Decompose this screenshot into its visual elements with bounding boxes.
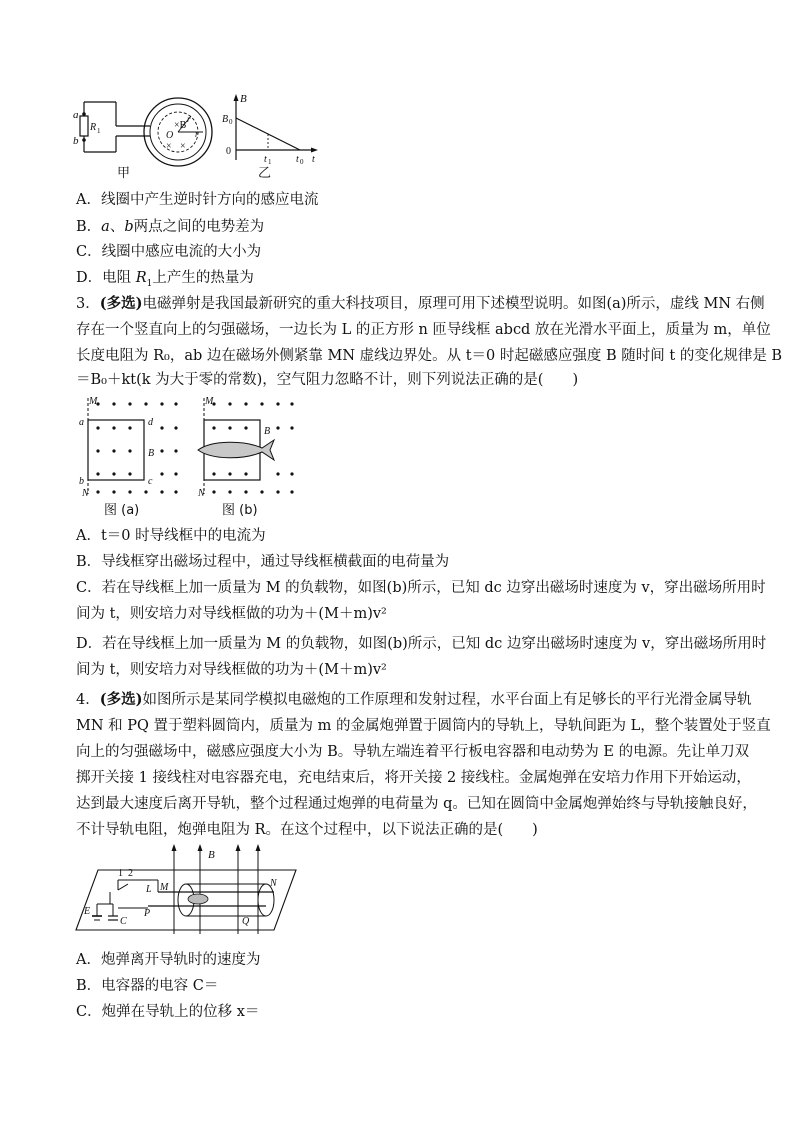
q4-stem-line-6: 不计导轨电阻，炮弹电阻为 R。在这个过程中，以下说法正确的是( ) [76, 822, 538, 838]
fig-b-caption: 图 (b) [222, 503, 258, 518]
q3-stem-line-2: 存在一个竖直向上的匀强磁场，一边长为 L 的正方形 n 匝导线框 abcd 放在光滑水平面上，质量为 m，单位 [76, 322, 771, 338]
q3-option-c-line-1: C．若在导线框上加一质量为 M 的负载物，如图(b)所示，已知 dc 边穿出磁场时速度为 v，穿出磁场所用时 [76, 580, 766, 596]
fig-yi-axis-t: t [312, 154, 315, 165]
fig-jia-r-label: R [90, 122, 97, 133]
fig-yi-origin: 0 [226, 146, 231, 157]
fig4-q: Q [242, 916, 250, 927]
q4-stem-line-5: 达到最大速度后离开导轨，整个过程通过炮弹的电荷量为 q。已知在圆筒中金属炮弹始终与导轨接触良好， [76, 796, 757, 812]
q3-stem-line-4: ＝B₀＋kt(k 为大于零的常数)，空气阻力忽略不计，则下列说法正确的是( ) [76, 372, 579, 388]
projectile [188, 894, 208, 904]
q3-stem-line-1: 3．(多选)电磁弹射是我国最新研究的重大科技项目，原理可用下述模型说明。如图(a)所示，虚线 MN 右侧 [76, 295, 765, 312]
fig-yi-b0-sub: 0 [229, 118, 233, 126]
q3-option-a: A．t＝0 时导线框中的电流为 [76, 528, 266, 544]
platform [76, 870, 296, 930]
q4-option-a: A．炮弹离开导轨时的速度为 [76, 952, 261, 968]
svg-text:×: × [180, 141, 186, 152]
fig-yi-axis-b: B [240, 93, 247, 105]
fig-a-m: M [89, 396, 98, 407]
fig-jia-r2-label: r [187, 114, 191, 124]
fig4-n: N [270, 878, 277, 889]
q4-stem-line-4: 掷开关接 1 接线柱对电容器充电，充电结束后，将开关接 2 接线柱。金属炮弹在安培力作用下开始运动， [76, 770, 751, 786]
fig4-2: 2 [128, 868, 133, 879]
fig-b-n: N [198, 488, 205, 499]
q2-option-a: A．线圈中产生逆时针方向的感应电流 [76, 192, 319, 208]
fig-yi-t0-sub: 0 [300, 158, 304, 166]
fig4-e: E [84, 906, 91, 917]
q4-stem-line-2: MN 和 PQ 置于塑料圆筒内，质量为 m 的金属炮弹置于圆筒内的导轨上，导轨间距为 L，整个装置处于竖直 [76, 718, 771, 734]
q3-option-d-line-1: D．若在导线框上加一质量为 M 的负载物，如图(b)所示，已知 dc 边穿出磁场时速度为 v，穿出磁场所用时 [76, 636, 767, 652]
wire-frame-abcd [88, 420, 144, 480]
fig-yi-b0: B [222, 114, 229, 125]
fig-a-c: c [148, 476, 153, 487]
figure-a [76, 394, 186, 504]
fig-a-n: N [82, 488, 89, 499]
svg-text:×: × [166, 141, 172, 152]
q2-option-c: C．线圈中感应电流的大小为 [76, 244, 262, 260]
fig-jia-a-label: a [73, 109, 79, 121]
figure-jia [70, 92, 210, 172]
fig-yi-t1-sub: 1 [268, 158, 272, 166]
fig-jia-b-label: ×B [174, 120, 187, 131]
fig-jia-caption: 甲 [117, 166, 131, 181]
fig-b-m: M [205, 396, 214, 407]
fig-jia-r1-label: r [195, 129, 199, 139]
q4-option-c: C．炮弹在导轨上的位移 x＝ [76, 1004, 260, 1020]
load-object [198, 440, 274, 460]
figure-railgun [74, 842, 304, 942]
q3-option-c-line-2: 间为 t，则安培力对导线框做的功为＋(M＋m)v² [76, 606, 387, 622]
fig4-l: L [146, 884, 152, 895]
figure-yi [222, 92, 322, 172]
fig-jia-o-label: O [166, 130, 174, 141]
fig-jia-r-sub: 1 [97, 127, 101, 135]
fig-a-caption: 图 (a) [104, 503, 140, 518]
fig-yi-t0: t [296, 154, 299, 165]
q3-option-d-line-2: 间为 t，则安培力对导线框做的功为＋(M＋m)v² [76, 662, 387, 678]
fig4-m: M [160, 882, 169, 893]
fig4-c: C [120, 916, 127, 927]
resistor-r1 [80, 116, 88, 136]
fig-b-b-field: B [264, 426, 271, 437]
q4-stem-line-3: 向上的匀强磁场中，磁感应强度大小为 B。导轨左端连着平行板电容器和电动势为 E 的电源。先让单刀双 [76, 744, 750, 760]
q4-option-b: B．电容器的电容 C＝ [76, 978, 219, 994]
fig-a-b-field: B [148, 448, 155, 459]
fig-a-a: a [79, 417, 84, 428]
q2-option-d: D．电阻 $R_1$上产生的热量为 [76, 270, 254, 289]
fig-yi-caption: 乙 [258, 166, 272, 181]
q3-stem-line-3: 长度电阻为 R₀，ab 边在磁场外侧紧靠 MN 虚线边界处。从 t＝0 时起磁感应强度 B 随时间 t 的变化规律是 B [76, 348, 783, 364]
q3-option-b: B．导线框穿出磁场过程中，通过导线框横截面的电荷量为 [76, 554, 450, 570]
fig-yi-t1: t [264, 154, 267, 165]
figure-b [192, 394, 302, 504]
fig-a-d: d [148, 417, 153, 428]
fig4-1: 1 [118, 868, 123, 879]
fig-a-b: b [79, 476, 84, 487]
fig4-b: B [208, 849, 215, 861]
q4-stem-line-1: 4．(多选)如图所示是某同学模拟电磁炮的工作原理和发射过程，水平台面上有足够长的平行光滑金属导轨 [76, 691, 752, 708]
q2-option-b: B．a、b两点之间的电势差为 [76, 219, 265, 235]
fig4-p: P [144, 908, 151, 919]
fig-jia-b-point-label: b [73, 135, 79, 147]
